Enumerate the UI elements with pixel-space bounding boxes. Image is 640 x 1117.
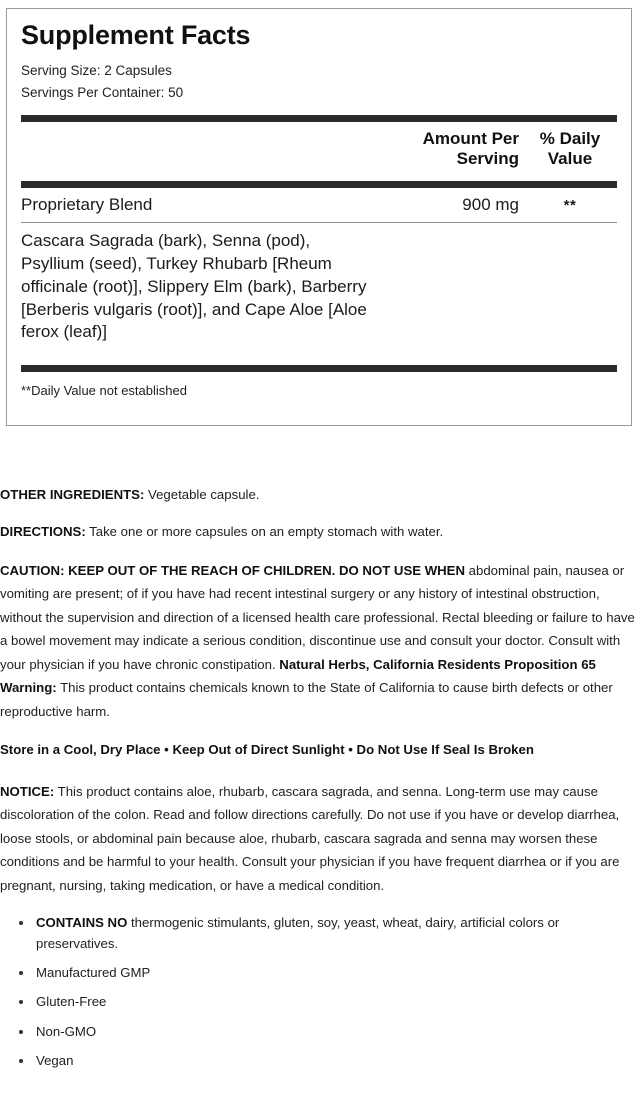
list-item — [0, 1051, 636, 1071]
servings-per-container: Servings Per Container: 50 — [21, 85, 184, 101]
directions-label: DIRECTIONS: — [0, 524, 86, 540]
nutrient-daily-value: ** — [563, 196, 577, 214]
supplement-facts-panel — [6, 8, 632, 426]
amount-per-serving-line2: Serving — [456, 148, 519, 168]
divider-thick-top — [21, 115, 617, 122]
claim-text: thermogenic stimulants, gluten, soy, yeast, wheat, dairy, artificial colors or preservatives. — [36, 915, 560, 951]
daily-value-footnote: **Daily Value not established — [21, 383, 187, 399]
amount-per-serving-line1: Amount Per — [422, 128, 519, 148]
table-row — [21, 188, 617, 222]
serving-size: Serving Size: 2 Capsules — [21, 63, 172, 79]
claim-bold-prefix: CONTAINS NO — [36, 915, 128, 931]
list-item — [0, 992, 636, 1012]
divider-thick-bottom — [21, 365, 617, 372]
notice-label: NOTICE: — [0, 783, 55, 799]
column-header-daily-value — [523, 129, 617, 169]
table-header-row — [21, 122, 617, 175]
claim-text: Non-GMO — [36, 1023, 97, 1039]
page-title: Supplement Facts — [21, 20, 251, 50]
list-item — [0, 1022, 636, 1042]
divider-thick-header — [21, 181, 617, 188]
caution-text: abdominal pain, nausea or vomiting are present; of if you have had recent intestinal surgery or any history of intestinal obstruction, without the supervision and direction of a licensed health care professional. Rectal bleeding or failure to have a bowel movement may indicate a serious condition, discontinue use and consult your doctor. Consult with your physician if you have chronic constipation. — [0, 562, 635, 672]
daily-value-line2: Value — [547, 148, 593, 168]
nutrient-amount: 900 mg — [462, 194, 519, 214]
list-item — [0, 963, 636, 983]
product-claims-list — [0, 913, 636, 1072]
claim-text: Gluten-Free — [36, 994, 107, 1010]
nutrient-name: Proprietary Blend — [21, 194, 153, 214]
label-body-copy — [0, 484, 640, 1081]
directions-paragraph — [0, 521, 636, 542]
claim-text: Vegan — [36, 1053, 74, 1069]
other-ingredients-label: OTHER INGREDIENTS: — [0, 487, 145, 502]
notice-paragraph — [0, 780, 636, 898]
column-header-amount-per-serving — [351, 129, 523, 169]
claim-text: Manufactured GMP — [36, 965, 151, 981]
other-ingredients-paragraph — [0, 484, 636, 505]
caution-paragraph — [0, 559, 636, 724]
storage-instructions: Store in a Cool, Dry Place • Keep Out of Direct Sunlight • Do Not Use If Seal Is Broken — [0, 742, 534, 758]
caution-label: CAUTION: KEEP OUT OF THE REACH OF CHILDREN. DO NOT USE WHEN — [0, 562, 465, 578]
blend-ingredient-list: Cascara Sagrada (bark), Senna (pod), Psyllium (seed), Turkey Rhubarb [Rheum officinale (root)], Slippery Elm (bark), Barberry [Berberis vulgaris (root)], and Cape Aloe [Aloe ferox (leaf)] — [21, 231, 367, 342]
directions-text: Take one or more capsules on an empty stomach with water. — [85, 524, 444, 540]
prop65-text: This product contains chemicals known to the State of California to cause birth defects or other reproductive harm. — [0, 680, 613, 719]
notice-text: This product contains aloe, rhubarb, cascara sagrada, and senna. Long-term use may cause discoloration of the colon. Read and follow directions carefully. Do not use if you have or develop diarrhea, loose stools, or abdominal pain because aloe, rhubarb, cascara sagrada and senna may worsen these conditions and be harmful to your health. Consult your physician if you have frequent diarrhea or if you are pregnant, nursing, taking medication, or have a medical condition. — [0, 783, 620, 893]
other-ingredients-text: Vegetable capsule. — [144, 487, 260, 502]
daily-value-line1: % Daily — [539, 128, 601, 148]
list-item — [0, 913, 636, 954]
prop65-label: Natural Herbs, California Residents Proposition 65 Warning: — [0, 656, 596, 696]
